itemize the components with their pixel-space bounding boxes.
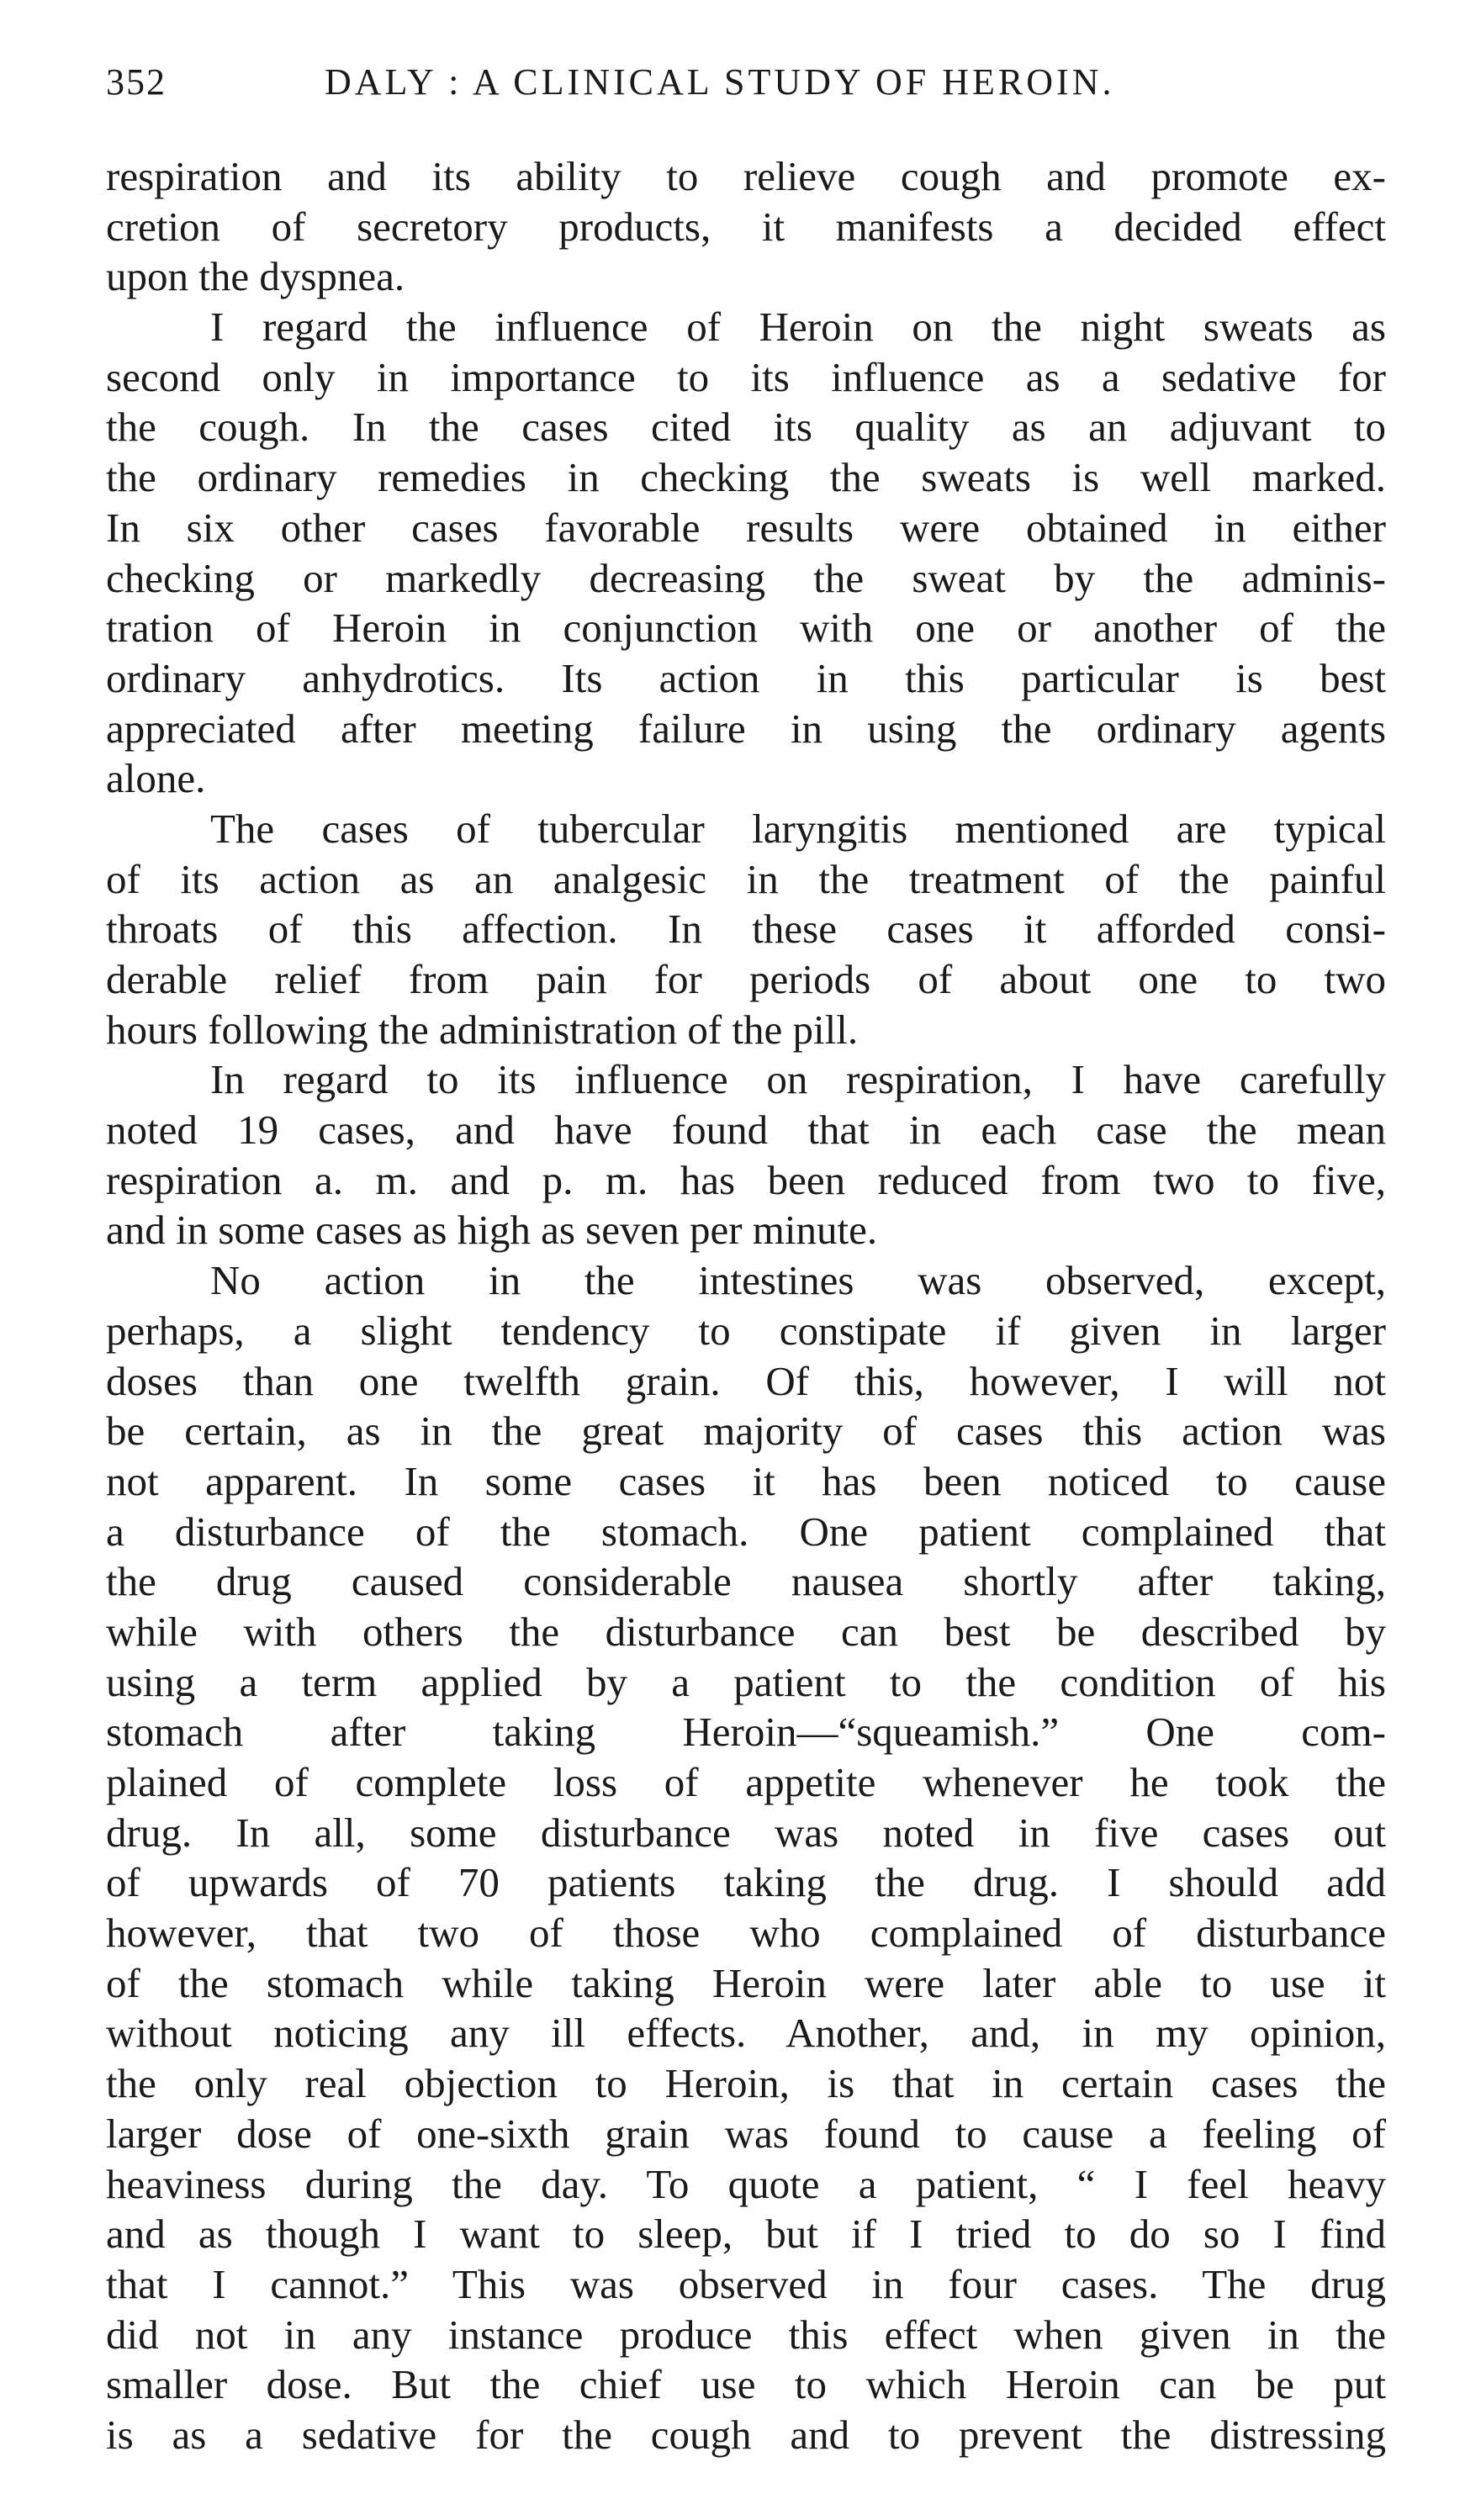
text-line: tration of Heroin in conjunction with one or another of the <box>106 605 1386 652</box>
text-line: the only real objection to Heroin, is that in certain cases the <box>106 2060 1386 2107</box>
text-line: heaviness during the day. To quote a patient, “ I feel heavy <box>106 2160 1386 2207</box>
text-line: using a term applied by a patient to the condition of his <box>106 1658 1386 1705</box>
page-number: 352 <box>106 61 167 103</box>
text-line: of the stomach while taking Heroin were later able to use it <box>106 1959 1386 2006</box>
running-title: DALY : A CLINICAL STUDY OF HEROIN. <box>325 61 1115 103</box>
text-line: smaller dose. But the chief use to which Heroin can be put <box>106 2361 1386 2408</box>
text-line: that I cannot.” This was observed in four cases. The drug <box>106 2260 1386 2307</box>
text-line: doses than one twelfth grain. Of this, however, I will not <box>106 1357 1386 1404</box>
text-line: is as a sedative for the cough and to prevent the distressing <box>106 2411 1386 2458</box>
text-line: hours following the administration of the pill. <box>106 1006 859 1053</box>
text-line: respiration a. m. and p. m. has been reduced from two to five, <box>106 1156 1386 1203</box>
text-line: appreciated after meeting failure in using the ordinary agents <box>106 705 1386 752</box>
text-line: larger dose of one-sixth grain was found to cause a feeling of <box>106 2110 1386 2157</box>
text-line: In regard to its influence on respiration, I have carefully <box>210 1056 1386 1103</box>
text-line: derable relief from pain for periods of about one to two <box>106 956 1386 1002</box>
paragraph <box>106 151 1386 302</box>
text-line: cretion of secretory products, it manifests a decided effect <box>106 203 1386 250</box>
text-line: throats of this affection. In these cases it afforded consi- <box>106 906 1386 953</box>
text-line: checking or markedly decreasing the sweat by the adminis- <box>106 554 1386 601</box>
text-line: the ordinary remedies in checking the sweats is well marked. <box>106 454 1386 501</box>
text-line: the drug caused considerable nausea shortly after taking, <box>106 1558 1386 1605</box>
text-line: perhaps, a slight tendency to constipate if given in larger <box>106 1307 1386 1354</box>
text-line: ordinary anhydrotics. Its action in this particular is best <box>106 654 1386 701</box>
text-line: a disturbance of the stomach. One patient complained that <box>106 1508 1386 1555</box>
text-line: stomach after taking Heroin—“squeamish.” One com- <box>106 1709 1386 1756</box>
text-line: upon the dyspnea. <box>106 253 405 300</box>
text-line: did not in any instance produce this effect when given in the <box>106 2311 1386 2358</box>
text-line: second only in importance to its influence as a sedative for <box>106 353 1386 400</box>
paragraph <box>106 804 1386 1054</box>
paragraph <box>106 1255 1386 2460</box>
text-line: and as though I want to sleep, but if I tried to do so I find <box>106 2211 1386 2258</box>
text-line: plained of complete loss of appetite whenever he took the <box>106 1759 1386 1805</box>
text-line: No action in the intestines was observed, except, <box>210 1257 1386 1304</box>
text-line: The cases of tubercular laryngitis mentioned are typical <box>210 805 1386 852</box>
text-line: noted 19 cases, and have found that in each case the mean <box>106 1107 1386 1154</box>
running-head <box>106 61 1384 111</box>
paragraph <box>106 1054 1386 1255</box>
text-line: without noticing any ill effects. Another, and, in my opinion, <box>106 2010 1386 2057</box>
text-line: of upwards of 70 patients taking the drug. I should add <box>106 1859 1386 1906</box>
text-line: however, that two of those who complained of disturbance <box>106 1910 1386 1957</box>
text-line: I regard the influence of Heroin on the night sweats as <box>210 304 1386 351</box>
text-line: alone. <box>106 755 206 802</box>
text-line: In six other cases favorable results were obtained in either <box>106 504 1386 551</box>
text-line: of its action as an analgesic in the treatment of the painful <box>106 855 1386 902</box>
body-text <box>106 151 1386 2460</box>
paragraph <box>106 302 1386 804</box>
text-line: while with others the disturbance can best be described by <box>106 1608 1386 1655</box>
text-line: the cough. In the cases cited its quality as an adjuvant to <box>106 404 1386 451</box>
text-line: not apparent. In some cases it has been noticed to cause <box>106 1457 1386 1504</box>
text-line: drug. In all, some disturbance was noted in five cases out <box>106 1809 1386 1856</box>
text-line: respiration and its ability to relieve cough and promote ex- <box>106 153 1386 199</box>
text-line: be certain, as in the great majority of cases this action was <box>106 1408 1386 1455</box>
text-line: and in some cases as high as seven per minute. <box>106 1207 878 1254</box>
